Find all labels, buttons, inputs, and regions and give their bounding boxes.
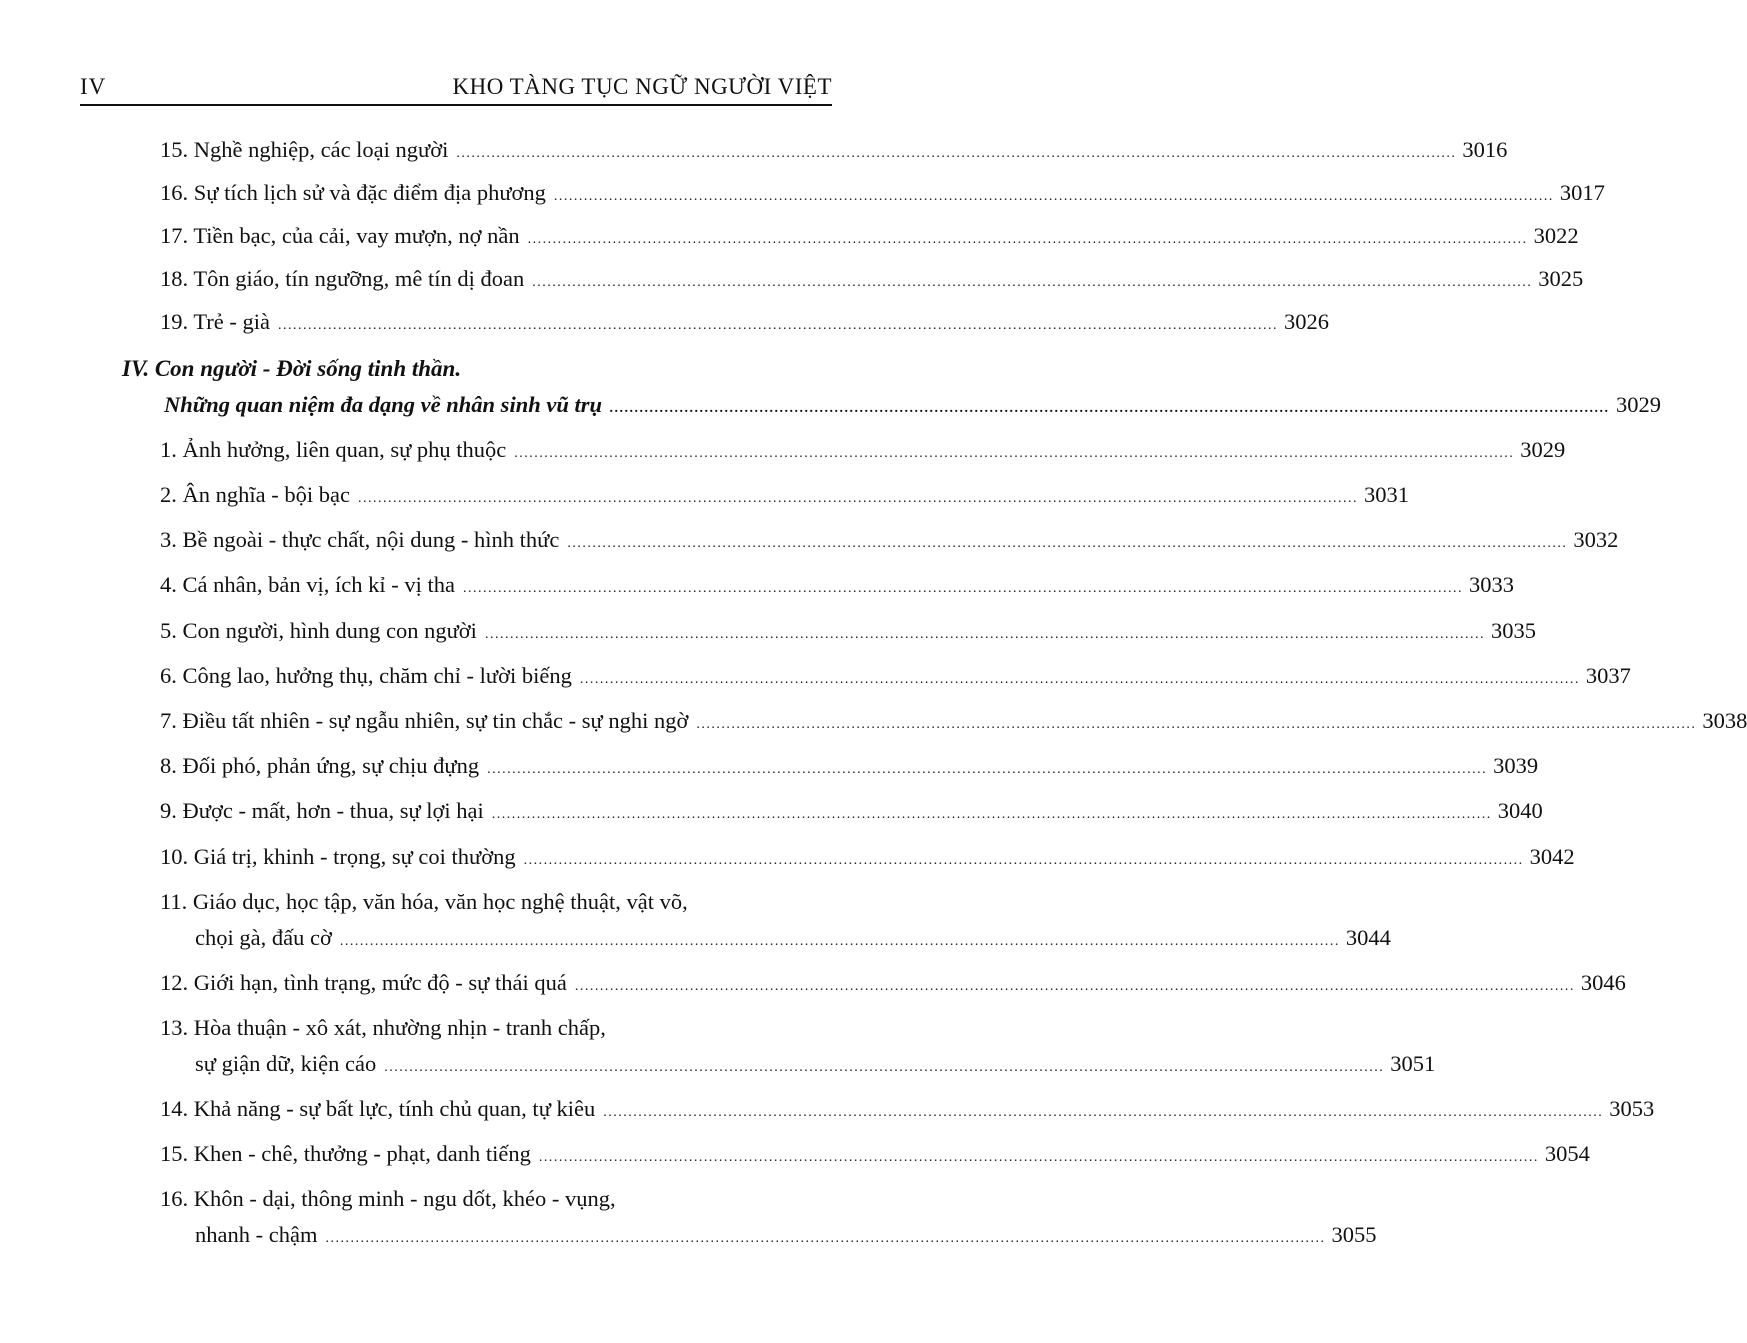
toc-entry xyxy=(160,309,1330,339)
toc-entry xyxy=(160,572,1514,602)
dot-leader: ........................................................................................................................................................................................................ xyxy=(574,979,1575,994)
toc-entry xyxy=(160,798,1543,828)
toc-entry xyxy=(160,266,1584,296)
dot-leader: ........................................................................................................................................................................................................ xyxy=(487,762,1488,777)
toc-entry xyxy=(160,482,1409,512)
entry-title: 17. Tiền bạc, của cải, vay mượn, nợ nần xyxy=(160,223,520,248)
entry-page: 3053 xyxy=(1609,1096,1655,1121)
dot-leader: ........................................................................................................................................................................................................ xyxy=(610,401,1610,416)
entry-page: 3055 xyxy=(1331,1222,1377,1247)
entry-page: 3037 xyxy=(1585,663,1631,688)
entry-title: 15. Nghề nghiệp, các loại người xyxy=(160,137,449,162)
entry-page: 3051 xyxy=(1390,1051,1436,1076)
toc-entry xyxy=(160,137,1508,167)
entry-page: 3039 xyxy=(1493,753,1539,778)
dot-leader: ........................................................................................................................................................................................................ xyxy=(491,807,1492,822)
toc-entry xyxy=(160,527,1619,557)
book-title: KHO TÀNG TỤC NGỮ NGƯỜI VIỆT xyxy=(452,74,832,99)
toc-entry xyxy=(160,180,1605,210)
entry-title: 19. Trẻ - già xyxy=(160,309,271,334)
dot-leader: ........................................................................................................................................................................................................ xyxy=(325,1231,1326,1246)
dot-leader: ........................................................................................................................................................................................................ xyxy=(553,189,1554,204)
entry-title-line2: nhanh - chậm xyxy=(195,1222,318,1247)
section-heading-entry xyxy=(164,392,1661,422)
dot-leader: ........................................................................................................................................................................................................ xyxy=(579,672,1580,687)
entry-page: 3032 xyxy=(1573,527,1619,552)
toc-entry xyxy=(160,708,1747,738)
toc-entry xyxy=(160,1096,1655,1126)
entry-title: 6. Công lao, hưởng thụ, chăm chỉ - lười biếng xyxy=(160,663,572,688)
entry-title: 8. Đối phó, phản ứng, sự chịu đựng xyxy=(160,753,480,778)
dot-leader: ........................................................................................................................................................................................................ xyxy=(514,446,1515,461)
running-header xyxy=(80,70,832,106)
dot-leader: ........................................................................................................................................................................................................ xyxy=(462,581,1463,596)
dot-leader: ........................................................................................................................................................................................................ xyxy=(523,853,1524,868)
dot-leader: ........................................................................................................................................................................................................ xyxy=(603,1105,1604,1120)
entry-title: 9. Được - mất, hơn - thua, sự lợi hại xyxy=(160,798,484,823)
entry-page: 3026 xyxy=(1284,309,1330,334)
entry-page: 3016 xyxy=(1462,137,1508,162)
entry-title: 3. Bề ngoài - thực chất, nội dung - hình thức xyxy=(160,527,560,552)
entry-title-line1: 13. Hòa thuận - xô xát, nhường nhịn - tranh chấp, xyxy=(160,1015,606,1040)
entry-title-line1: 16. Khôn - dại, thông minh - ngu dốt, khéo - vụng, xyxy=(160,1186,616,1211)
dot-leader: ........................................................................................................................................................................................................ xyxy=(567,536,1568,551)
entry-page: 3040 xyxy=(1497,798,1543,823)
entry-title-line2: chọi gà, đấu cờ xyxy=(195,925,332,950)
entry-page: 3022 xyxy=(1533,223,1579,248)
dot-leader: ........................................................................................................................................................................................................ xyxy=(696,717,1697,732)
toc-entry xyxy=(195,1051,1436,1081)
section-subtitle: Những quan niệm đa dạng về nhân sinh vũ trụ xyxy=(164,392,602,417)
entry-page: 3017 xyxy=(1559,180,1605,205)
entry-page: 3033 xyxy=(1468,572,1514,597)
toc-entry xyxy=(160,223,1579,253)
entry-page: 3046 xyxy=(1580,970,1626,995)
entry-page: 3035 xyxy=(1490,618,1536,643)
entry-title: 14. Khả năng - sự bất lực, tính chủ quan, tự kiêu xyxy=(160,1096,596,1121)
entry-title: 12. Giới hạn, tình trạng, mức độ - sự thái quá xyxy=(160,970,567,995)
entry-page: 3029 xyxy=(1520,437,1566,462)
entry-title: 15. Khen - chê, thưởng - phạt, danh tiếng xyxy=(160,1141,531,1166)
entry-title: 18. Tôn giáo, tín ngưỡng, mê tín dị đoan xyxy=(160,266,525,291)
dot-leader: ........................................................................................................................................................................................................ xyxy=(357,491,1358,506)
dot-leader: ........................................................................................................................................................................................................ xyxy=(339,934,1340,949)
entry-title-line2: sự giận dữ, kiện cáo xyxy=(195,1051,377,1076)
entry-page: 3031 xyxy=(1363,482,1409,507)
entry-page: 3029 xyxy=(1616,392,1661,417)
dot-leader: ........................................................................................................................................................................................................ xyxy=(532,275,1533,290)
dot-leader: ........................................................................................................................................................................................................ xyxy=(538,1150,1539,1165)
entry-page: 3054 xyxy=(1544,1141,1590,1166)
toc-entry xyxy=(160,753,1539,783)
entry-title: 1. Ảnh hưởng, liên quan, sự phụ thuộc xyxy=(160,437,507,462)
dot-leader: ........................................................................................................................................................................................................ xyxy=(527,232,1528,247)
section-heading: IV. Con người - Đời sống tinh thần. xyxy=(122,356,462,381)
entry-title: 10. Giá trị, khinh - trọng, sự coi thường xyxy=(160,844,516,869)
entry-title-line1: 11. Giáo dục, học tập, văn hóa, văn học nghệ thuật, vật võ, xyxy=(160,889,688,914)
toc-entry xyxy=(195,925,1391,955)
toc-entry xyxy=(160,437,1566,467)
entry-title: 7. Điều tất nhiên - sự ngẫu nhiên, sự tin chắc - sự nghi ngờ xyxy=(160,708,689,733)
toc-entry xyxy=(160,663,1631,693)
toc-entry xyxy=(160,1141,1590,1171)
page-number: IV xyxy=(80,74,107,99)
toc-entry xyxy=(160,844,1575,874)
dot-leader: ........................................................................................................................................................................................................ xyxy=(456,146,1457,161)
entry-title: 4. Cá nhân, bản vị, ích kỉ - vị tha xyxy=(160,572,455,597)
entry-title: 16. Sự tích lịch sử và đặc điểm địa phương xyxy=(160,180,546,205)
entry-page: 3042 xyxy=(1529,844,1575,869)
dot-leader: ........................................................................................................................................................................................................ xyxy=(384,1060,1385,1075)
entry-page: 3044 xyxy=(1345,925,1391,950)
dot-leader: ........................................................................................................................................................................................................ xyxy=(278,318,1279,333)
entry-page: 3025 xyxy=(1538,266,1584,291)
entry-title: 5. Con người, hình dung con người xyxy=(160,618,477,643)
toc-entry xyxy=(160,618,1536,648)
entry-page: 3038 xyxy=(1702,708,1747,733)
dot-leader: ........................................................................................................................................................................................................ xyxy=(484,627,1485,642)
entry-title: 2. Ân nghĩa - bội bạc xyxy=(160,482,350,507)
toc-entry xyxy=(195,1222,1377,1252)
toc-entry xyxy=(160,970,1626,1000)
